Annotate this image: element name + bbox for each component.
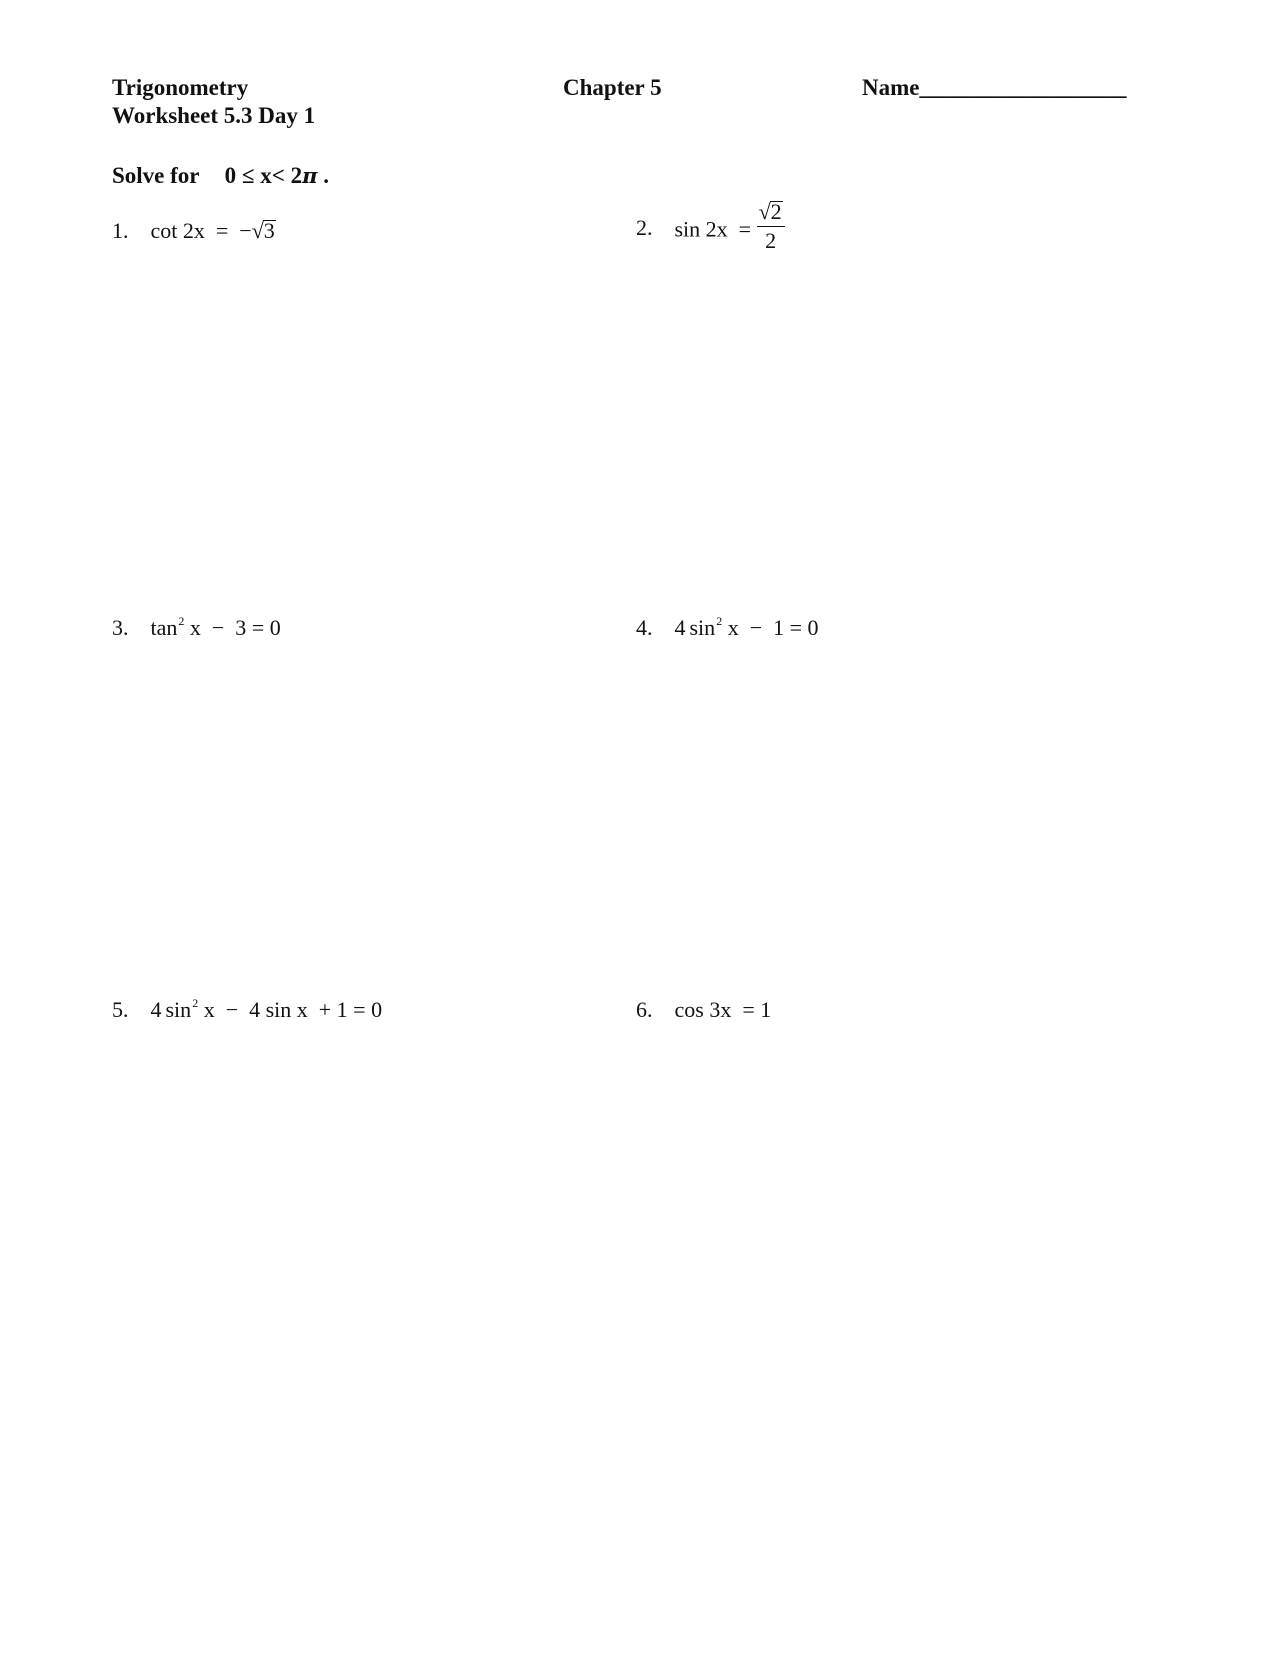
- instructions-end: .: [317, 163, 329, 188]
- problem-4: [636, 614, 819, 645]
- fraction-numerator: [757, 200, 785, 227]
- function-name: sin: [165, 997, 192, 1022]
- worksheet-title: Worksheet 5.3 Day 1: [112, 103, 316, 128]
- problem-1: [112, 217, 276, 245]
- problem-2-lhs: sin 2x =: [674, 216, 752, 242]
- coefficient: 4: [674, 615, 686, 640]
- function-name: sin: [689, 615, 716, 640]
- pi-symbol: π: [302, 163, 318, 188]
- exponent: 2: [716, 614, 723, 628]
- instructions: [112, 162, 329, 190]
- problem-3: [112, 614, 281, 645]
- problem-2: [636, 199, 785, 256]
- problem-number: 5.: [112, 997, 129, 1022]
- exponent: 2: [192, 996, 199, 1010]
- problem-number: 3.: [112, 615, 129, 640]
- problem-6-lhs: cos 3x = 1: [674, 997, 772, 1022]
- course-title: Trigonometry: [112, 75, 249, 100]
- name-field[interactable]: [862, 74, 1126, 102]
- function-name: tan: [150, 615, 178, 640]
- fraction-denominator: 2: [765, 228, 777, 253]
- problem-5-rest: x − 4 sin x + 1 = 0: [203, 997, 383, 1022]
- fraction: [757, 200, 785, 253]
- problem-number: 2.: [636, 214, 653, 240]
- sqrt-radical: √3: [251, 218, 275, 243]
- chapter-title: Chapter 5: [563, 75, 662, 100]
- radicand: 2: [770, 199, 782, 224]
- instructions-condition: 0 ≤ x< 2: [224, 163, 303, 188]
- problem-4-rest: x − 1 = 0: [727, 615, 819, 640]
- name-label: Name: [862, 75, 920, 100]
- problem-3-rest: x − 3 = 0: [189, 615, 281, 640]
- problem-6: [636, 996, 771, 1024]
- coefficient: 4: [150, 997, 162, 1022]
- problem-number: 1.: [112, 218, 129, 243]
- problem-number: 4.: [636, 615, 653, 640]
- sqrt-radical: √2: [758, 199, 782, 224]
- problem-number: 6.: [636, 997, 653, 1022]
- problem-5: [112, 996, 382, 1027]
- exponent: 2: [178, 614, 185, 628]
- problem-1-lhs: cot 2x = −: [150, 218, 252, 243]
- name-blank-line: __________________: [919, 75, 1127, 100]
- radicand: 3: [263, 218, 275, 243]
- instructions-lead: Solve for: [112, 163, 200, 188]
